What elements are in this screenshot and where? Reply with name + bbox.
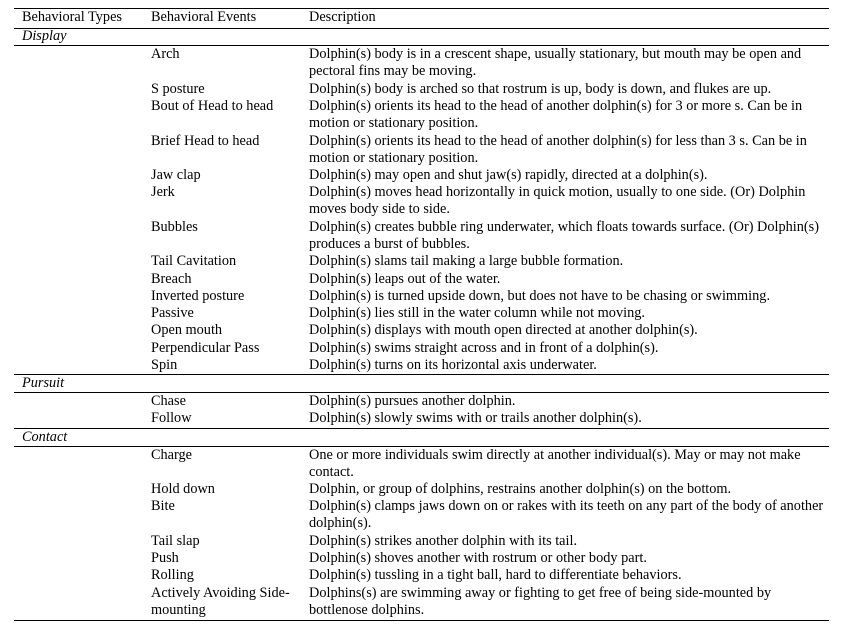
event-name: Arch (151, 46, 180, 62)
event-name: Inverted posture (151, 288, 245, 304)
event-description: Dolphin(s) displays with mouth open directed at another dolphin(s). (309, 322, 698, 338)
event-description: Dolphin(s) strikes another dolphin with its tail. (309, 533, 578, 549)
event-name: Rolling (151, 567, 194, 583)
header-rule (14, 28, 829, 29)
event-name: Tail Cavitation (151, 253, 237, 269)
group-label-display: Display (22, 28, 67, 44)
event-description: Dolphins(s) are swimming away or fighting to get free of being side-mounted by bottlenose dolphins. (309, 585, 772, 619)
event-description: Dolphin(s) orients its head to the head of another dolphin(s) for less than 3 s. Can be in motion or stationary position. (309, 133, 807, 167)
group-label-pursuit: Pursuit (22, 375, 65, 391)
event-name: Chase (151, 393, 186, 409)
event-description: Dolphin(s) lies still in the water column while not moving. (309, 305, 645, 321)
group-label-contact: Contact (22, 429, 68, 445)
event-name: Spin (151, 357, 178, 373)
event-name: Bubbles (151, 219, 198, 235)
event-description: Dolphin(s) slams tail making a large bubble formation. (309, 253, 624, 269)
event-description: Dolphin(s) may open and shut jaw(s) rapidly, directed at a dolphin(s). (309, 167, 708, 183)
event-name: Push (151, 550, 179, 566)
header-description: Description (309, 9, 376, 25)
header-behavioral-types: Behavioral Types (22, 9, 122, 25)
event-description: Dolphin(s) body is arched so that rostrum is up, body is down, and flukes are up. (309, 81, 772, 97)
event-description: Dolphin(s) is turned upside down, but does not have to be chasing or swimming. (309, 288, 771, 304)
event-name: Brief Head to head (151, 133, 260, 149)
event-description: Dolphin(s) moves head horizontally in quick motion, usually to one side. (Or) Dolphin moves body side to side. (309, 184, 806, 218)
event-name: Bout of Head to head (151, 98, 274, 114)
table-bottom-rule (14, 620, 829, 621)
group-rule-contact-top (14, 428, 829, 429)
event-description: Dolphin(s) creates bubble ring underwater, which floats towards surface. (Or) Dolphin(s) produces a burst of bubbles. (309, 219, 819, 253)
event-name: Breach (151, 271, 192, 287)
event-description: Dolphin(s) turns on its horizontal axis underwater. (309, 357, 597, 373)
header-behavioral-events: Behavioral Events (151, 9, 257, 25)
event-name: Charge (151, 447, 193, 463)
table-top-rule (14, 8, 829, 9)
event-description: Dolphin(s) shoves another with rostrum or other body part. (309, 550, 647, 566)
event-name: Bite (151, 498, 175, 514)
event-name: Jerk (151, 184, 175, 200)
event-name: Tail slap (151, 533, 200, 549)
group-rule-pursuit-top (14, 374, 829, 375)
event-description: Dolphin(s) swims straight across and in front of a dolphin(s). (309, 340, 659, 356)
event-description: Dolphin(s) clamps jaws down on or rakes with its teeth on any part of the body of another dolphin(s). (309, 498, 824, 532)
event-name: Open mouth (151, 322, 223, 338)
event-description: One or more individuals swim directly at another individual(s). May or may not make contact. (309, 447, 801, 481)
event-description: Dolphin(s) pursues another dolphin. (309, 393, 516, 409)
event-description: Dolphin(s) body is in a crescent shape, usually stationary, but mouth may be open and pectoral fins may be moving. (309, 46, 802, 80)
event-name: Actively Avoiding Side-mounting (151, 585, 290, 619)
event-name: Perpendicular Pass (151, 340, 260, 356)
event-name: Jaw clap (151, 167, 201, 183)
event-name: Follow (151, 410, 192, 426)
event-description: Dolphin(s) slowly swims with or trails another dolphin(s). (309, 410, 642, 426)
event-description: Dolphin(s) leaps out of the water. (309, 271, 501, 287)
event-description: Dolphin(s) tussling in a tight ball, hard to differentiate behaviors. (309, 567, 682, 583)
event-description: Dolphin(s) orients its head to the head of another dolphin(s) for 3 or more s. Can be in motion or stationary position. (309, 98, 803, 132)
event-description: Dolphin, or group of dolphins, restrains another dolphin(s) on the bottom. (309, 481, 732, 497)
event-name: Passive (151, 305, 194, 321)
event-name: Hold down (151, 481, 215, 497)
event-name: S posture (151, 81, 205, 97)
